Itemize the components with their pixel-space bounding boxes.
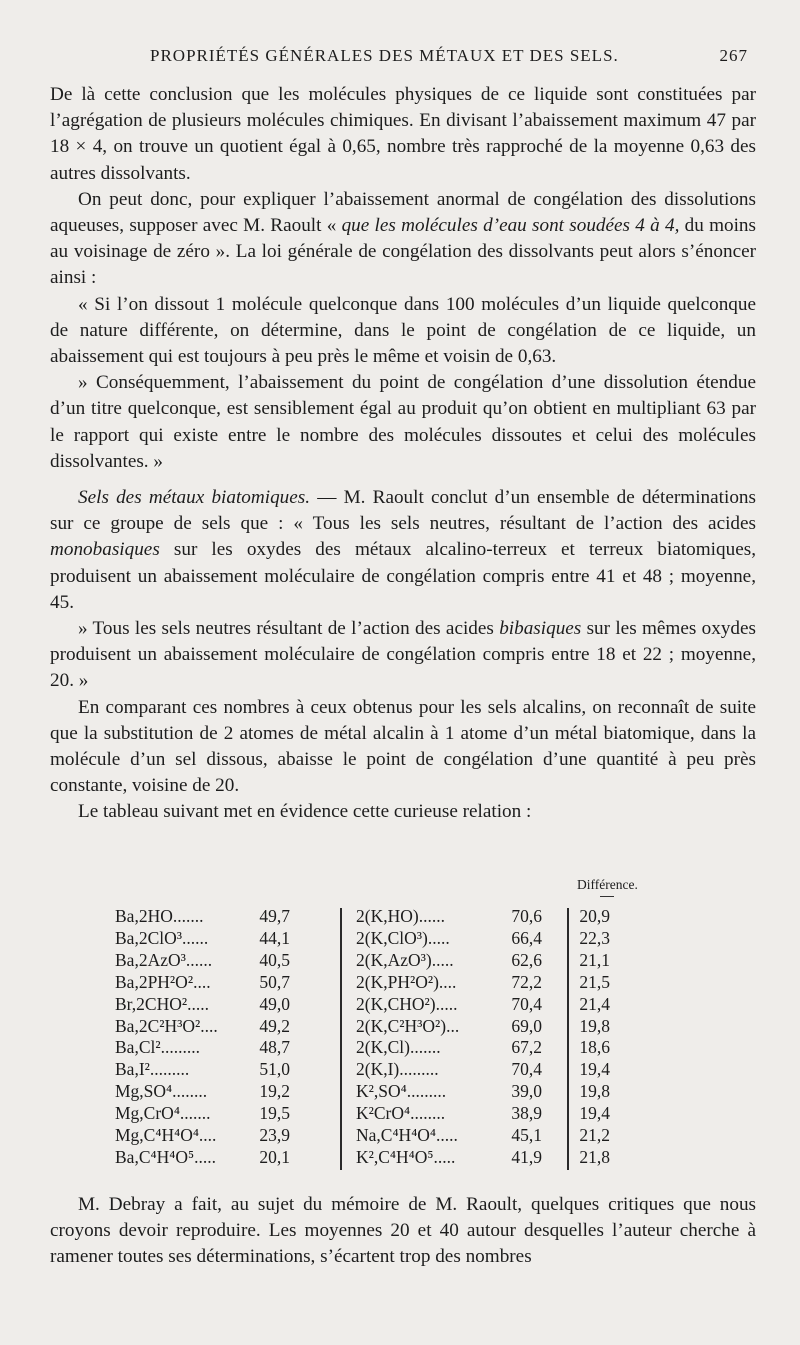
alkali-salt-cell: 2(K,HO)...... bbox=[356, 906, 445, 926]
table-row bbox=[0, 1081, 800, 1103]
alkali-salt-cell: K²CrO⁴........ bbox=[356, 1103, 446, 1124]
divalent-salt-cell: Ba,C⁴H⁴O⁵..... bbox=[115, 1146, 216, 1167]
alkali-salt-cell: 2(K,Cl)....... bbox=[356, 1037, 441, 1058]
body-text bbox=[50, 82, 756, 826]
difference-cell: 21,5 bbox=[579, 971, 610, 992]
difference-cell: 21,1 bbox=[579, 949, 610, 970]
divalent-value-cell: 44,1 bbox=[259, 927, 290, 948]
alkali-value-cell: 67,2 bbox=[511, 1037, 542, 1058]
difference-cell: 22,3 bbox=[579, 927, 610, 948]
divalent-value-cell: 49,2 bbox=[259, 1015, 290, 1036]
alkali-value-cell: 70,6 bbox=[511, 906, 542, 926]
divalent-value-cell: 19,2 bbox=[259, 1081, 290, 1102]
table-row bbox=[0, 1125, 800, 1147]
alkali-salt-cell: 2(K,I)......... bbox=[356, 1059, 439, 1080]
alkali-value-cell: 69,0 bbox=[511, 1015, 542, 1036]
section-heading-biatomic: Sels des métaux biatomiques. bbox=[78, 487, 311, 509]
divalent-value-cell: 19,5 bbox=[259, 1103, 290, 1124]
paragraph-5-text-end: sur les oxydes des métaux alcalino-terreux et terreux biatomiques, produisent un abaissement moléculaire de congélation compris entre 41 et 48 ; moyenne, 45. bbox=[50, 539, 756, 613]
difference-cell: 20,9 bbox=[579, 906, 610, 926]
divalent-value-cell: 20,1 bbox=[259, 1146, 290, 1167]
alkali-value-cell: 39,0 bbox=[511, 1081, 542, 1102]
alkali-salt-cell: 2(K,C²H³O²)... bbox=[356, 1015, 460, 1036]
divalent-salt-cell: Mg,SO⁴........ bbox=[115, 1081, 208, 1102]
table-row bbox=[0, 1147, 800, 1169]
paragraph-8: Le tableau suivant met en évidence cette curieuse relation : bbox=[78, 801, 532, 823]
divalent-salt-cell: Ba,2AzO³...... bbox=[115, 949, 213, 970]
divalent-value-cell: 40,5 bbox=[259, 949, 290, 970]
paragraph-5 bbox=[50, 485, 756, 616]
table-row bbox=[0, 1016, 800, 1038]
paragraph-5-text: — M. Raoult conclut d’un ensemble de déterminations sur ce groupe de sels que : « Tous les sels neutres, résultant de l’action des acides bbox=[50, 487, 756, 535]
divalent-salt-cell: Ba,Cl²......... bbox=[115, 1037, 200, 1058]
divalent-value-cell: 48,7 bbox=[259, 1037, 290, 1058]
alkali-value-cell: 70,4 bbox=[511, 993, 542, 1014]
divalent-salt-cell: Ba,2C²H³O².... bbox=[115, 1015, 218, 1036]
difference-column-header: Différence. bbox=[577, 877, 638, 892]
table-row bbox=[0, 1059, 800, 1081]
difference-cell: 21,2 bbox=[579, 1125, 610, 1145]
divalent-salt-cell: Mg,C⁴H⁴O⁴.... bbox=[115, 1125, 217, 1145]
paragraph-5-emphasis: monobasiques bbox=[50, 539, 160, 561]
difference-cell: 18,6 bbox=[579, 1037, 610, 1058]
alkali-salt-cell: 2(K,PH²O²).... bbox=[356, 971, 457, 992]
difference-cell: 19,8 bbox=[579, 1081, 610, 1102]
paragraph-2-quote: que les molécules d’eau sont soudées 4 à 4, bbox=[341, 215, 680, 237]
page-number: 267 bbox=[719, 46, 748, 65]
paragraph-6-emphasis: bibasiques bbox=[499, 618, 582, 640]
alkali-value-cell: 41,9 bbox=[511, 1146, 542, 1167]
running-title: PROPRIÉTÉS GÉNÉRALES DES MÉTAUX ET DES SELS. bbox=[150, 46, 619, 65]
paragraph-9: M. Debray a fait, au sujet du mémoire de M. Raoult, quelques critiques que nous croyons devoir reproduire. Les moyennes 20 et 40 autour desquelles l’auteur cherche à ramener toutes ses déterminations, s’écartent trop des nombres bbox=[50, 1194, 756, 1267]
table-row bbox=[0, 1037, 800, 1059]
paragraph-6-text-end: sur les mêmes oxydes produisent un abaissement moléculaire de congélation compris entre 18 et 22 ; moyenne, 20. » bbox=[50, 618, 756, 692]
alkali-value-cell: 38,9 bbox=[511, 1103, 542, 1124]
divalent-salt-cell: Ba,2ClO³...... bbox=[115, 927, 209, 948]
alkali-value-cell: 66,4 bbox=[511, 927, 542, 948]
paragraph-3: « Si l’on dissout 1 molécule quelconque dans 100 molécules d’un liquide quelconque de nature différente, on détermine, dans le point de congélation de ce liquide, un abaissement qui est toujours à peu près le même et voisin de 0,63. bbox=[50, 293, 756, 368]
alkali-value-cell: 72,2 bbox=[511, 971, 542, 992]
header-rule bbox=[600, 896, 614, 897]
alkali-salt-cell: K²,SO⁴......... bbox=[356, 1081, 447, 1102]
difference-cell: 19,4 bbox=[579, 1059, 610, 1080]
paragraph-2 bbox=[50, 187, 756, 292]
paragraph-4: » Conséquemment, l’abaissement du point de congélation d’une dissolution étendue d’un titre quelconque, est sensiblement égal au produit qu’on obtient en multipliant 63 par le rapport qui existe entre le nombre des molécules dissoutes et celui des molécules dissolvantes. » bbox=[50, 372, 756, 472]
table-row bbox=[0, 994, 800, 1016]
table-row bbox=[0, 928, 800, 950]
paragraph-1: De là cette conclusion que les molécules physiques de ce liquide sont constituées par l’agrégation de plusieurs molécules chimiques. En divisant l’abaissement maximum 47 par 18 × 4, on trouve un quotient égal à 0,65, nombre très rapproché de la moyenne 0,63 des autres dissolvants. bbox=[50, 84, 756, 184]
divalent-salt-cell: Ba,2HO....... bbox=[115, 906, 204, 926]
running-header bbox=[0, 46, 800, 70]
freezing-point-table bbox=[0, 906, 800, 1170]
closing-text bbox=[50, 1192, 756, 1270]
alkali-value-cell: 70,4 bbox=[511, 1059, 542, 1080]
paragraph-7: En comparant ces nombres à ceux obtenus pour les sels alcalins, on reconnaît de suite que la substitution de 2 atomes de métal alcalin à 1 atome d’un métal biatomique, dans la molécule d’un sel dissous, abaisse le point de congélation d’une quantité à peu près constante, voisine de 20. bbox=[50, 696, 756, 797]
alkali-salt-cell: 2(K,AzO³)..... bbox=[356, 949, 454, 970]
table-row bbox=[0, 1103, 800, 1125]
paragraph-2-text-end: du moins au voisinage de zéro ». La loi générale de congélation des dissolvants peut alors s’énoncer ainsi : bbox=[50, 215, 756, 289]
alkali-salt-cell: 2(K,CHO²)..... bbox=[356, 993, 458, 1014]
divalent-salt-cell: Ba,2PH²O².... bbox=[115, 971, 211, 992]
alkali-salt-cell: Na,C⁴H⁴O⁴..... bbox=[356, 1125, 458, 1145]
divalent-salt-cell: Ba,I²......... bbox=[115, 1059, 190, 1080]
divalent-value-cell: 50,7 bbox=[259, 971, 290, 992]
divalent-value-cell: 23,9 bbox=[259, 1125, 290, 1145]
difference-cell: 21,8 bbox=[579, 1146, 610, 1167]
alkali-value-cell: 45,1 bbox=[511, 1125, 542, 1145]
divalent-value-cell: 49,0 bbox=[259, 993, 290, 1014]
alkali-salt-cell: K²,C⁴H⁴O⁵..... bbox=[356, 1146, 456, 1167]
paragraph-6 bbox=[50, 616, 756, 695]
difference-cell: 21,4 bbox=[579, 993, 610, 1014]
divalent-salt-cell: Br,2CHO²..... bbox=[115, 993, 209, 1014]
alkali-salt-cell: 2(K,ClO³)..... bbox=[356, 927, 450, 948]
divalent-salt-cell: Mg,CrO⁴....... bbox=[115, 1103, 211, 1124]
difference-cell: 19,4 bbox=[579, 1103, 610, 1124]
difference-cell: 19,8 bbox=[579, 1015, 610, 1036]
table-row bbox=[0, 950, 800, 972]
paragraph-6-text: » Tous les sels neutres résultant de l’action des acides bbox=[78, 618, 500, 640]
paragraph-2-text: On peut donc, pour expliquer l’abaissement anormal de congélation des dissolutions aqueuses, supposer avec M. Raoult « bbox=[50, 188, 756, 237]
alkali-value-cell: 62,6 bbox=[511, 949, 542, 970]
divalent-value-cell: 49,7 bbox=[259, 906, 290, 926]
table-row bbox=[0, 972, 800, 994]
divalent-value-cell: 51,0 bbox=[259, 1059, 290, 1080]
table-row bbox=[0, 906, 800, 928]
